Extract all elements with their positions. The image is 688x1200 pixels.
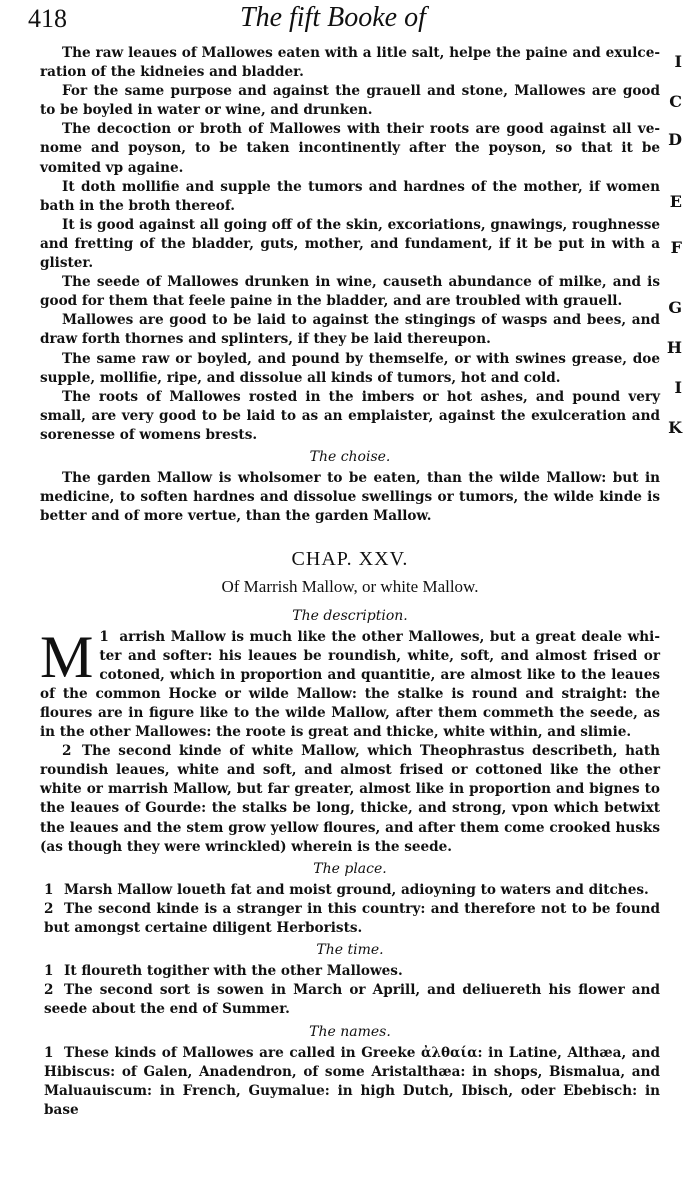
paragraph: Mallowes are good to be laid to against the stingings of wasps and bees, and draw forth thornes and splinters, if they be laid thereupon. [40,312,660,348]
margin-letter: G [668,298,682,317]
paragraph: It doth mollifie and supple the tumors and hardnes of the mother, if women bath in the broth thereof. [40,178,660,214]
time-item [40,981,660,1019]
running-head: The fift Booke of [240,2,426,33]
names-item [40,1044,660,1120]
description-item [40,623,660,743]
section-heading-time: The time. [316,942,384,959]
section-heading-place: The place. [313,860,387,877]
item-text: arrish Mallow is much like the other Mallowes, but a great deale whi-ter and softer: his leaues be roundish, white, soft, and almost frised or cotoned, which in proportion and quantitie, are almost like to the leaues of the common Hocke or wilde Mallow: the stalke is round and straight: the floures are in figure like to the wilde Mallow, after them commeth the seede, as in the other Mallowes: the roote is great and thicke, white within, and slimie. [40,628,660,741]
page-header [0,0,688,42]
item-text: The second sort is sowen in March or Aprill, and deliuereth his flower and seede about the end of Summer. [44,982,660,1018]
paragraph-choise: The garden Mallow is wholsomer to be eaten, than the wilde Mallow: but in medicine, to soften hardnes and dissolue swellings or tumors, the wilde kinde is better and of more vertue, than the garden Mallow. [40,470,660,525]
item-number: 1 [44,1044,54,1061]
item-number: 1 [44,881,54,898]
paragraph: For the same purpose and against the grauell and stone, Mallowes are good to be boyled in water or wine, and drunken. [40,83,660,119]
margin-letter: F [670,238,682,257]
item-number: 2 [44,900,54,917]
paragraph: The roots of Mallowes rosted in the imbers or hot ashes, and pound very small, are very good to be laid to as an emplaister, against the exulceration and sorenesse of womens brests. [40,388,660,443]
item-text: Marsh Mallow loueth fat and moist ground, adioyning to waters and ditches. [64,881,649,898]
section-heading-names: The names. [309,1023,391,1040]
time-item [40,962,660,981]
item-text: The second kinde of white Mallow, which Theophrastus describeth, hath roundish leaues, white and soft, and almost frised or cottoned like the other white or marrish Mallow, but far greater, almost like in proportion and bignes to the leaues of Gourde: the stalks be long, thicke, and strong, vpon which betwixt the leaues and the stem grow yellow floures, and after them come crooked husks (as though they were wrinckled) wherein is the seede. [40,743,660,855]
margin-letter: H [666,338,682,357]
paragraph: The decoction or broth of Mallowes with their roots are good against all ve-nome and poyson, to be taken incontinently after the poyson, so that it be vomited vp againe. [40,121,660,176]
place-item [40,881,660,900]
item-number: 1 [99,628,109,645]
item-text: The second kinde is a stranger in this country: and therefore not to be found but amongst certaine diligent Herborists. [44,900,660,937]
item-text: It floureth togither with the other Mallowes. [64,963,403,980]
chapter-title: Of Marrish Mallow, or white Mallow. [221,577,479,597]
margin-letter: E [669,192,682,211]
section-heading-description: The description. [292,607,408,624]
margin-letter: I [674,378,682,397]
item-number: 1 [44,963,54,980]
section-heading-choise: The choise. [309,448,391,465]
paragraph: The raw leaues of Mallowes eaten with a litle salt, helpe the paine and exulce-ration of the kidneies and bladder. [40,45,660,81]
paragraph: The same raw or boyled, and pound by themselfe, or with swines grease, doe supple, mollifie, ripe, and dissolue all kinds of tumors, hot and cold. [40,350,660,386]
margin-letter: C [669,92,682,111]
paragraph: It is good against all going off of the skin, excoriations, gnawings, roughnesse and fretting of the bladder, guts, mother, and fundament, if it be put in with a glister. [40,216,660,272]
item-number: 2 [44,982,54,999]
paragraph: The seede of Mallowes drunken in wine, causeth abundance of milke, and is good for them that feele paine in the bladder, and are troubled with grauell. [40,274,660,310]
item-number: 2 [62,743,72,760]
page-number: 418 [28,4,67,33]
margin-letter: K [668,418,682,437]
item-text: These kinds of Mallowes are called in Greeke ἀλθαία: in Latine, Althæa, and Hibiscus: of Galen, Anadendron, of some Aristalthæa: in shops, Bismalua, and Maluauiscum: in French, Guymalue: in high Dutch, Ibisch, oder Ebebisch: in base [44,1044,660,1118]
margin-letter: D [668,130,682,149]
margin-letter: I [674,52,682,71]
chapter-number: CHAP. XXV. [291,548,409,571]
page-body [40,44,660,1120]
place-item [40,900,660,938]
drop-cap: M [40,623,94,690]
description-item [40,742,660,857]
